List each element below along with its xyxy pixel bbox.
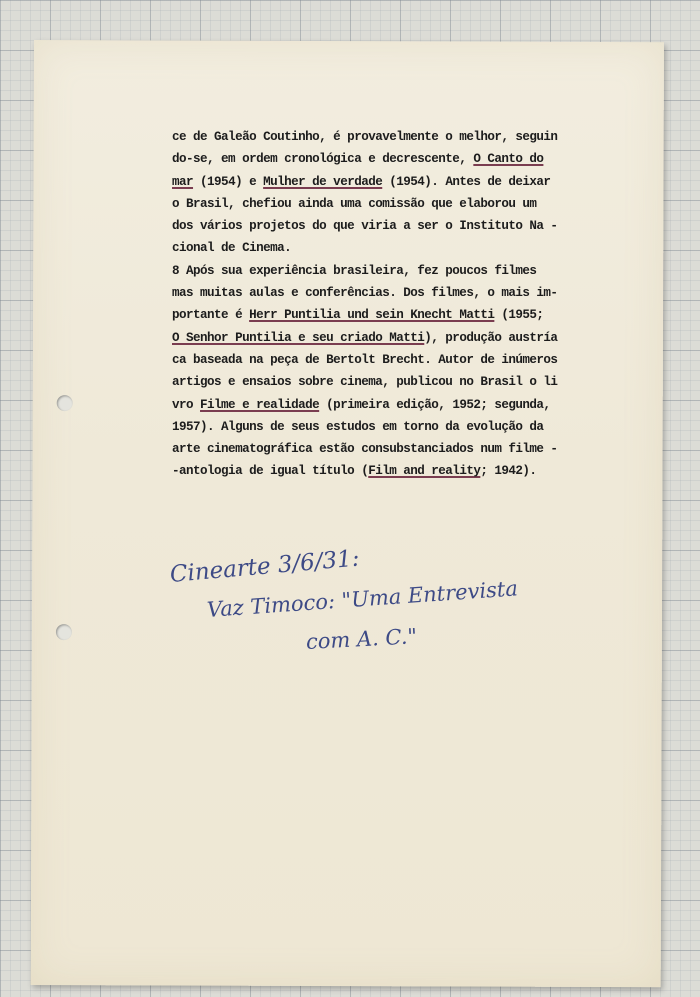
typed-line <box>172 215 612 237</box>
underlined-title: Film and reality <box>368 464 481 479</box>
typed-line <box>172 349 612 371</box>
typed-text-block <box>172 126 612 483</box>
handwritten-note-line-2: Vaz Timoco: "Uma Entrevista <box>206 576 519 622</box>
text-run: ), produção austría <box>424 330 558 345</box>
text-run: ; 1942). <box>480 464 537 479</box>
typed-line <box>172 148 612 170</box>
typed-line <box>172 460 612 482</box>
typed-line <box>172 171 612 193</box>
text-run: cional de Cinema. <box>172 241 292 256</box>
text-run: (1955; <box>494 308 544 323</box>
typed-line <box>172 327 612 349</box>
typed-line <box>172 394 612 416</box>
typed-line <box>172 371 612 393</box>
text-run: o Brasil, chefiou ainda uma comissão que elaborou um <box>172 196 537 211</box>
text-run: dos vários projetos do que viria a ser o Instituto Na - <box>172 219 558 234</box>
text-run: (1954). Antes de deixar <box>382 174 551 189</box>
typed-line <box>172 260 612 282</box>
handwritten-note-line-1: Cinearte 3/6/31: <box>168 545 361 588</box>
text-run: ca baseada na peça de Bertolt Brecht. Autor de inúmeros <box>172 352 558 367</box>
underlined-title: Herr Puntilia und sein Knecht Matti <box>249 308 495 323</box>
typed-line <box>172 126 612 148</box>
typed-line <box>172 416 612 438</box>
text-run: (primeira edição, 1952; segunda, <box>319 397 551 412</box>
text-run: artigos e ensaios sobre cinema, publicou no Brasil o li <box>172 375 558 390</box>
text-run: mas muitas aulas e conferências. Dos filmes, o mais im- <box>172 286 558 301</box>
text-run: do-se, em ordem cronológica e decrescente, <box>172 152 474 167</box>
text-run: arte cinematográfica estão consubstanciados num filme - <box>172 442 558 457</box>
text-run: 1957). Alguns de seus estudos em torno da evolução da <box>172 419 544 434</box>
text-run: (1954) e <box>193 174 264 189</box>
underlined-title: mar <box>172 174 194 189</box>
underlined-title: Filme e realidade <box>200 397 320 412</box>
typed-line <box>172 304 612 326</box>
underlined-title: O Canto do <box>473 152 544 167</box>
typed-line <box>172 237 612 259</box>
text-run: -antologia de igual título ( <box>172 464 369 479</box>
underlined-title: Mulher de verdade <box>263 174 383 189</box>
text-run: portante é <box>172 308 250 323</box>
punch-hole-top <box>57 395 73 411</box>
underlined-title: O Senhor Puntilia e seu criado Matti <box>172 330 425 345</box>
handwritten-note-line-3: com A. C." <box>305 624 418 654</box>
text-run: ce de Galeão Coutinho, é provavelmente o melhor, seguin <box>172 130 558 144</box>
text-run: 8 Após sua experiência brasileira, fez poucos filmes <box>172 263 537 278</box>
typed-line <box>172 438 612 460</box>
typed-line <box>172 193 612 215</box>
text-run: vro <box>172 397 201 412</box>
typed-line <box>172 282 612 304</box>
punch-hole-bottom <box>56 624 72 640</box>
